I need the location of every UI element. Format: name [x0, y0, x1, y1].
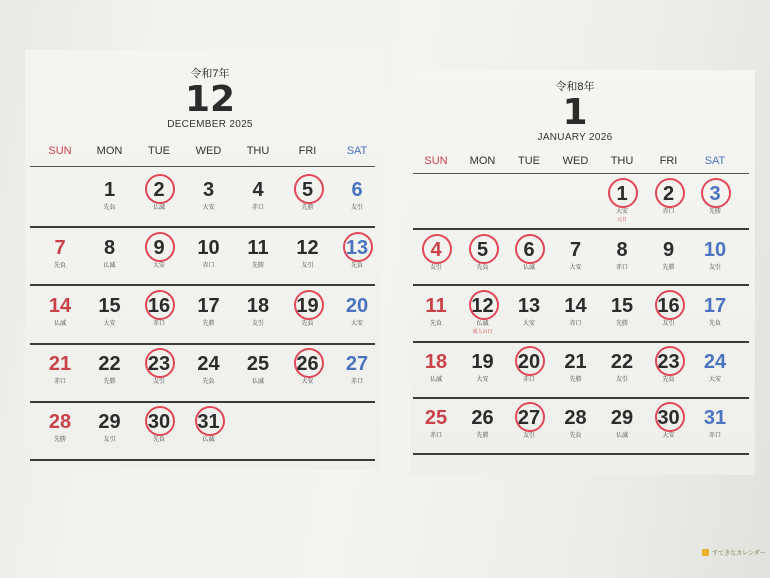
weekday-label: THU [610, 155, 634, 167]
day-number: 4 [252, 179, 264, 201]
day-number: 20 [345, 295, 369, 317]
day-number: 16 [657, 295, 680, 317]
day-cell [189, 410, 229, 445]
day-cell [695, 350, 735, 385]
rokuyo-label: 赤口 [708, 433, 721, 439]
day-cell [463, 350, 503, 385]
day-cell [649, 406, 689, 441]
week-rule [413, 341, 749, 343]
rokuyo-label: 先負 [202, 379, 215, 385]
rokuyo-label: 赤口 [522, 377, 535, 383]
day-cell [602, 350, 642, 385]
day-number: 26 [471, 407, 494, 429]
weekday-label: MON [469, 155, 496, 167]
rokuyo-label: 先負 [301, 321, 314, 327]
day-number: 1 [616, 183, 628, 205]
day-cell [509, 406, 549, 441]
day-cell [602, 294, 642, 329]
weekday-label: SAT [346, 145, 368, 157]
day-cell [463, 406, 503, 441]
week-rule [30, 401, 375, 403]
january-era: 令和8年 [555, 81, 595, 93]
brand-mark-icon [702, 549, 709, 556]
day-cell [556, 238, 596, 273]
day-number: 6 [351, 179, 363, 201]
day-number: 29 [98, 411, 121, 433]
day-cell [463, 294, 503, 335]
weekday-label: SAT [704, 155, 726, 167]
weekday-label: SUN [48, 145, 72, 157]
day-cell [238, 178, 278, 213]
rokuyo-label: 先負 [103, 205, 116, 211]
day-number: 21 [48, 353, 72, 375]
day-cell [189, 352, 229, 387]
day-number: 22 [98, 353, 121, 375]
day-number: 8 [616, 239, 628, 261]
day-cell [602, 238, 642, 273]
day-cell [189, 178, 229, 213]
brand-logo [702, 548, 766, 557]
day-cell [509, 238, 549, 273]
rokuyo-label: 赤口 [662, 209, 675, 215]
rokuyo-label: 仏滅 [522, 265, 535, 271]
day-cell [40, 352, 80, 387]
rokuyo-label: 先勝 [569, 377, 582, 383]
rokuyo-label: 大安 [476, 377, 489, 383]
rokuyo-label: 先勝 [662, 265, 675, 271]
day-number: 5 [301, 179, 314, 201]
rokuyo-label: 先負 [152, 437, 165, 443]
day-cell [337, 352, 377, 387]
day-number: 28 [48, 411, 72, 433]
rokuyo-label: 赤口 [350, 379, 363, 385]
day-number: 24 [703, 351, 727, 373]
rokuyo-label: 先負 [53, 263, 66, 269]
rokuyo-label: 赤口 [251, 205, 264, 211]
week-rule [30, 343, 375, 345]
week-rule [413, 284, 749, 286]
day-cell [602, 406, 642, 441]
day-number: 20 [517, 351, 541, 373]
day-number: 24 [197, 353, 220, 375]
day-cell [509, 294, 549, 329]
day-number: 1 [103, 179, 116, 201]
day-number: 18 [424, 351, 448, 373]
january-month-number: 1 [562, 92, 588, 133]
day-number: 27 [517, 407, 541, 429]
rokuyo-label: 大安 [152, 263, 165, 269]
rokuyo-label: 先勝 [202, 321, 215, 327]
day-cell [288, 352, 328, 387]
day-number: 23 [657, 351, 680, 373]
rokuyo-label: 先勝 [251, 263, 264, 269]
rokuyo-label: 赤口 [152, 321, 165, 327]
day-cell [40, 410, 80, 445]
day-cell [337, 294, 377, 329]
header-rule [413, 173, 749, 174]
day-number: 6 [523, 239, 535, 261]
week-rule [30, 459, 375, 461]
rokuyo-label: 友引 [103, 437, 116, 443]
rokuyo-label: 友引 [662, 321, 675, 327]
december-month-label: DECEMBER 2025 [167, 119, 253, 130]
day-cell [416, 238, 456, 273]
day-number: 28 [564, 407, 587, 429]
day-number: 14 [48, 295, 72, 317]
rokuyo-label: 友引 [429, 265, 442, 271]
day-number: 7 [569, 239, 582, 261]
day-number: 19 [296, 295, 319, 317]
day-cell [649, 350, 689, 385]
weekday-label: TUE [148, 145, 170, 157]
rokuyo-label: 大安 [569, 265, 582, 271]
rokuyo-label: 大安 [615, 209, 628, 215]
header-rule [30, 166, 375, 167]
day-cell [288, 294, 328, 329]
day-number: 18 [246, 295, 270, 317]
day-cell [238, 294, 278, 329]
day-number: 3 [709, 183, 721, 205]
rokuyo-label: 大安 [350, 321, 363, 327]
day-cell [416, 350, 456, 385]
rokuyo-label: 友引 [251, 321, 264, 327]
day-cell [337, 178, 377, 213]
day-number: 12 [296, 237, 319, 259]
day-cell [695, 406, 735, 441]
rokuyo-label: 先負 [662, 377, 675, 383]
week-rule [30, 226, 375, 228]
day-cell [139, 178, 179, 213]
day-cell [288, 178, 328, 213]
day-cell [189, 294, 229, 329]
rokuyo-label: 先勝 [476, 433, 489, 439]
weekday-label: WED [562, 155, 589, 167]
rokuyo-label: 先勝 [301, 205, 314, 211]
rokuyo-label: 友引 [708, 265, 721, 271]
rokuyo-label: 先勝 [615, 321, 628, 327]
day-number: 13 [345, 237, 369, 259]
rokuyo-label: 仏滅 [53, 321, 66, 327]
day-cell [139, 410, 179, 445]
day-number: 16 [147, 295, 171, 317]
day-number: 17 [197, 295, 220, 317]
weekday-label: FRI [659, 155, 678, 167]
day-cell [695, 238, 735, 273]
rokuyo-label: 友引 [615, 377, 628, 383]
day-number: 29 [610, 407, 634, 429]
day-number: 8 [103, 237, 116, 259]
rokuyo-label: 先負 [569, 433, 582, 439]
rokuyo-label: 赤口 [202, 263, 215, 269]
day-cell [649, 238, 689, 273]
january-month-label: JANUARY 2026 [537, 132, 613, 143]
day-number: 25 [424, 407, 448, 429]
day-number: 10 [703, 239, 727, 261]
day-cell [556, 406, 596, 441]
day-number: 25 [246, 353, 270, 375]
day-number: 21 [564, 351, 587, 373]
day-number: 11 [247, 237, 269, 259]
weekday-label: FRI [298, 145, 317, 157]
january-header [535, 78, 615, 143]
day-number: 17 [703, 295, 727, 317]
day-cell [90, 352, 130, 387]
rokuyo-label: 赤口 [53, 379, 66, 385]
rokuyo-label: 赤口 [615, 265, 628, 271]
day-cell [649, 182, 689, 217]
rokuyo-label: 仏滅 [103, 263, 116, 269]
day-number: 3 [202, 179, 215, 201]
week-rule [413, 397, 749, 399]
day-number: 15 [610, 295, 634, 317]
day-number: 7 [54, 237, 66, 259]
week-rule [413, 453, 749, 455]
day-cell [40, 236, 80, 271]
day-number: 12 [471, 295, 494, 317]
day-number: 13 [517, 295, 541, 317]
rokuyo-label: 仏滅 [152, 205, 165, 211]
day-cell [238, 236, 278, 271]
day-cell [416, 294, 456, 329]
weekday-label: TUE [518, 155, 540, 167]
rokuyo-label: 仏滅 [429, 377, 442, 383]
rokuyo-label: 赤口 [429, 433, 442, 439]
day-cell [556, 294, 596, 329]
day-cell [556, 350, 596, 385]
day-cell [649, 294, 689, 329]
day-cell [509, 350, 549, 385]
day-number: 4 [430, 239, 442, 261]
rokuyo-label: 仏滅 [251, 379, 264, 385]
rokuyo-label: 先勝 [53, 437, 66, 443]
december-header [160, 65, 260, 130]
day-number: 2 [662, 183, 675, 205]
day-number: 19 [471, 351, 494, 373]
day-cell [463, 238, 503, 273]
day-cell [90, 294, 130, 329]
day-cell [288, 236, 328, 271]
day-cell [139, 294, 179, 329]
rokuyo-label: 仏滅 [615, 433, 628, 439]
day-number: 22 [610, 351, 634, 373]
rokuyo-label: 大安 [301, 379, 314, 385]
weekday-label: MON [96, 145, 123, 157]
rokuyo-label: 仏滅 [476, 321, 489, 327]
day-number: 5 [476, 239, 489, 261]
rokuyo-label: 大安 [662, 433, 675, 439]
holiday-note: 元日 [616, 217, 627, 223]
day-number: 15 [98, 295, 121, 317]
day-number: 30 [147, 411, 171, 433]
rokuyo-label: 友引 [152, 379, 165, 385]
rokuyo-label: 先負 [708, 321, 721, 327]
day-number: 30 [657, 407, 680, 429]
week-rule [30, 284, 375, 286]
rokuyo-label: 先勝 [708, 209, 721, 215]
rokuyo-label: 仏滅 [202, 437, 215, 443]
day-number: 14 [564, 295, 587, 317]
day-number: 9 [662, 239, 675, 261]
rokuyo-label: 友引 [522, 433, 535, 439]
day-cell [416, 406, 456, 441]
day-cell [139, 236, 179, 271]
rokuyo-label: 先負 [476, 265, 489, 271]
day-number: 9 [153, 237, 165, 259]
rokuyo-label: 大安 [202, 205, 215, 211]
rokuyo-label: 赤口 [569, 321, 582, 327]
day-cell [602, 182, 642, 223]
day-number: 27 [345, 353, 369, 375]
holiday-note: 成人の日 [472, 329, 493, 335]
day-number: 2 [153, 179, 165, 201]
day-cell [90, 236, 130, 271]
day-cell [337, 236, 377, 271]
rokuyo-label: 大安 [103, 321, 116, 327]
day-number: 31 [197, 411, 220, 433]
rokuyo-label: 先勝 [103, 379, 116, 385]
rokuyo-label: 大安 [522, 321, 535, 327]
day-number: 26 [296, 353, 319, 375]
day-cell [90, 178, 130, 213]
rokuyo-label: 大安 [708, 377, 721, 383]
weekday-label: WED [195, 145, 222, 157]
day-number: 23 [147, 353, 171, 375]
day-number: 10 [197, 237, 220, 259]
december-era: 令和7年 [190, 68, 230, 80]
weekday-label: SUN [424, 155, 448, 167]
day-cell [695, 294, 735, 329]
day-number: 11 [425, 295, 447, 317]
day-cell [189, 236, 229, 271]
december-month-number: 12 [184, 79, 236, 120]
weekday-label: THU [246, 145, 270, 157]
rokuyo-label: 先負 [350, 263, 363, 269]
day-cell [40, 294, 80, 329]
day-cell [90, 410, 130, 445]
week-rule [413, 228, 749, 230]
day-cell [695, 182, 735, 217]
day-number: 31 [703, 407, 727, 429]
rokuyo-label: 友引 [350, 205, 363, 211]
day-cell [139, 352, 179, 387]
rokuyo-label: 友引 [301, 263, 314, 269]
day-cell [238, 352, 278, 387]
rokuyo-label: 先負 [429, 321, 442, 327]
brand-text: すてきなカレンダー [712, 551, 766, 557]
